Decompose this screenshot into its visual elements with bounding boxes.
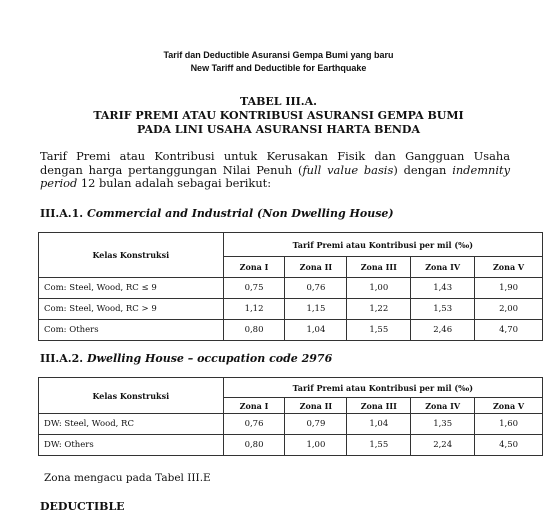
row-kelas: DW: Steel, Wood, RC (39, 414, 224, 435)
rate-cell: 0,76 (223, 414, 285, 435)
rate-cell: 1,15 (285, 299, 347, 320)
section-title: Dwelling House – occupation code 2976 (86, 352, 333, 365)
rate-cell: 2,24 (411, 435, 475, 456)
rate-cell: 4,50 (475, 435, 543, 456)
table-title-line-1: TABEL III.A. (240, 95, 317, 108)
column-header-zone: Zona III (347, 398, 411, 414)
column-header-zone: Zona IV (411, 257, 475, 278)
rate-cell: 0,80 (223, 320, 285, 341)
table-row (39, 278, 543, 299)
column-header-zone: Zona V (475, 398, 543, 414)
column-header-kelas: Kelas Konstruksi (39, 378, 224, 414)
rate-cell: 1,12 (223, 299, 285, 320)
rate-cell: 1,53 (411, 299, 475, 320)
table-title (0, 95, 557, 137)
row-kelas: Com: Steel, Wood, RC ≤ 9 (39, 278, 224, 299)
column-header-tarif: Tarif Premi atau Kontribusi per mil (‰) (223, 233, 542, 257)
tariff-table-commercial (38, 232, 543, 341)
rate-cell: 1,55 (347, 320, 411, 341)
column-header-zone: Zona I (223, 398, 285, 414)
header-line-1: Tarif dan Deductible Asuransi Gempa Bumi yang baru (163, 50, 394, 60)
rate-cell: 1,43 (411, 278, 475, 299)
table-row (39, 414, 543, 435)
column-header-zone: Zona I (223, 257, 285, 278)
column-header-tarif: Tarif Premi atau Kontribusi per mil (‰) (223, 378, 542, 398)
rate-cell: 1,60 (475, 414, 543, 435)
table-row (39, 320, 543, 341)
column-header-zone: Zona IV (411, 398, 475, 414)
row-kelas: Com: Others (39, 320, 224, 341)
section-heading-1 (40, 207, 394, 220)
rate-cell: 4,70 (475, 320, 543, 341)
table-title-line-2: TARIF PREMI ATAU KONTRIBUSI ASURANSI GEMPA BUMI (93, 109, 464, 122)
table-row (39, 435, 543, 456)
column-header-zone: Zona III (347, 257, 411, 278)
section-heading-2 (40, 352, 332, 365)
intro-line-3 (40, 177, 510, 191)
rate-cell: 1,04 (285, 320, 347, 341)
intro-line-1: Tarif Premi atau Kontribusi untuk Kerusakan Fisik dan Gangguan Usaha (40, 149, 510, 163)
rate-cell: 1,35 (411, 414, 475, 435)
rate-cell: 1,04 (347, 414, 411, 435)
rate-cell: 0,79 (285, 414, 347, 435)
intro-text: dengan harga pertanggungan Nilai Penuh ( (40, 162, 303, 177)
intro-paragraph (40, 150, 510, 191)
header-line-2: New Tariff and Deductible for Earthquake (190, 63, 367, 73)
column-header-zone: Zona V (475, 257, 543, 278)
column-header-kelas: Kelas Konstruksi (39, 233, 224, 278)
intro-text: 12 bulan adalah sebagai berikut: (77, 176, 272, 190)
intro-italic-term: full value basis (302, 162, 394, 177)
rate-cell: 0,75 (223, 278, 285, 299)
tariff-table-dwelling (38, 377, 543, 456)
rate-cell: 0,76 (285, 278, 347, 299)
zona-note: Zona mengacu pada Tabel III.E (44, 472, 211, 484)
rate-cell: 1,00 (347, 278, 411, 299)
rate-cell: 2,46 (411, 320, 475, 341)
table-title-line-3: PADA LINI USAHA ASURANSI HARTA BENDA (136, 123, 420, 136)
deductible-heading: DEDUCTIBLE (40, 500, 125, 513)
row-kelas: DW: Others (39, 435, 224, 456)
intro-italic-term: period (40, 176, 78, 190)
rate-cell: 2,00 (475, 299, 543, 320)
intro-italic-term: indemnity (452, 162, 511, 177)
rate-cell: 1,55 (347, 435, 411, 456)
rate-cell: 0,80 (223, 435, 285, 456)
intro-text: ) dengan (393, 162, 453, 177)
rate-cell: 1,22 (347, 299, 411, 320)
section-number: III.A.1. (40, 207, 87, 220)
intro-line-2 (40, 164, 510, 178)
rate-cell: 1,90 (475, 278, 543, 299)
section-number: III.A.2. (40, 352, 87, 365)
section-title: Commercial and Industrial (Non Dwelling House) (86, 207, 394, 220)
column-header-zone: Zona II (285, 257, 347, 278)
rate-cell: 1,00 (285, 435, 347, 456)
document-header (0, 49, 557, 75)
column-header-zone: Zona II (285, 398, 347, 414)
table-row (39, 299, 543, 320)
row-kelas: Com: Steel, Wood, RC > 9 (39, 299, 224, 320)
